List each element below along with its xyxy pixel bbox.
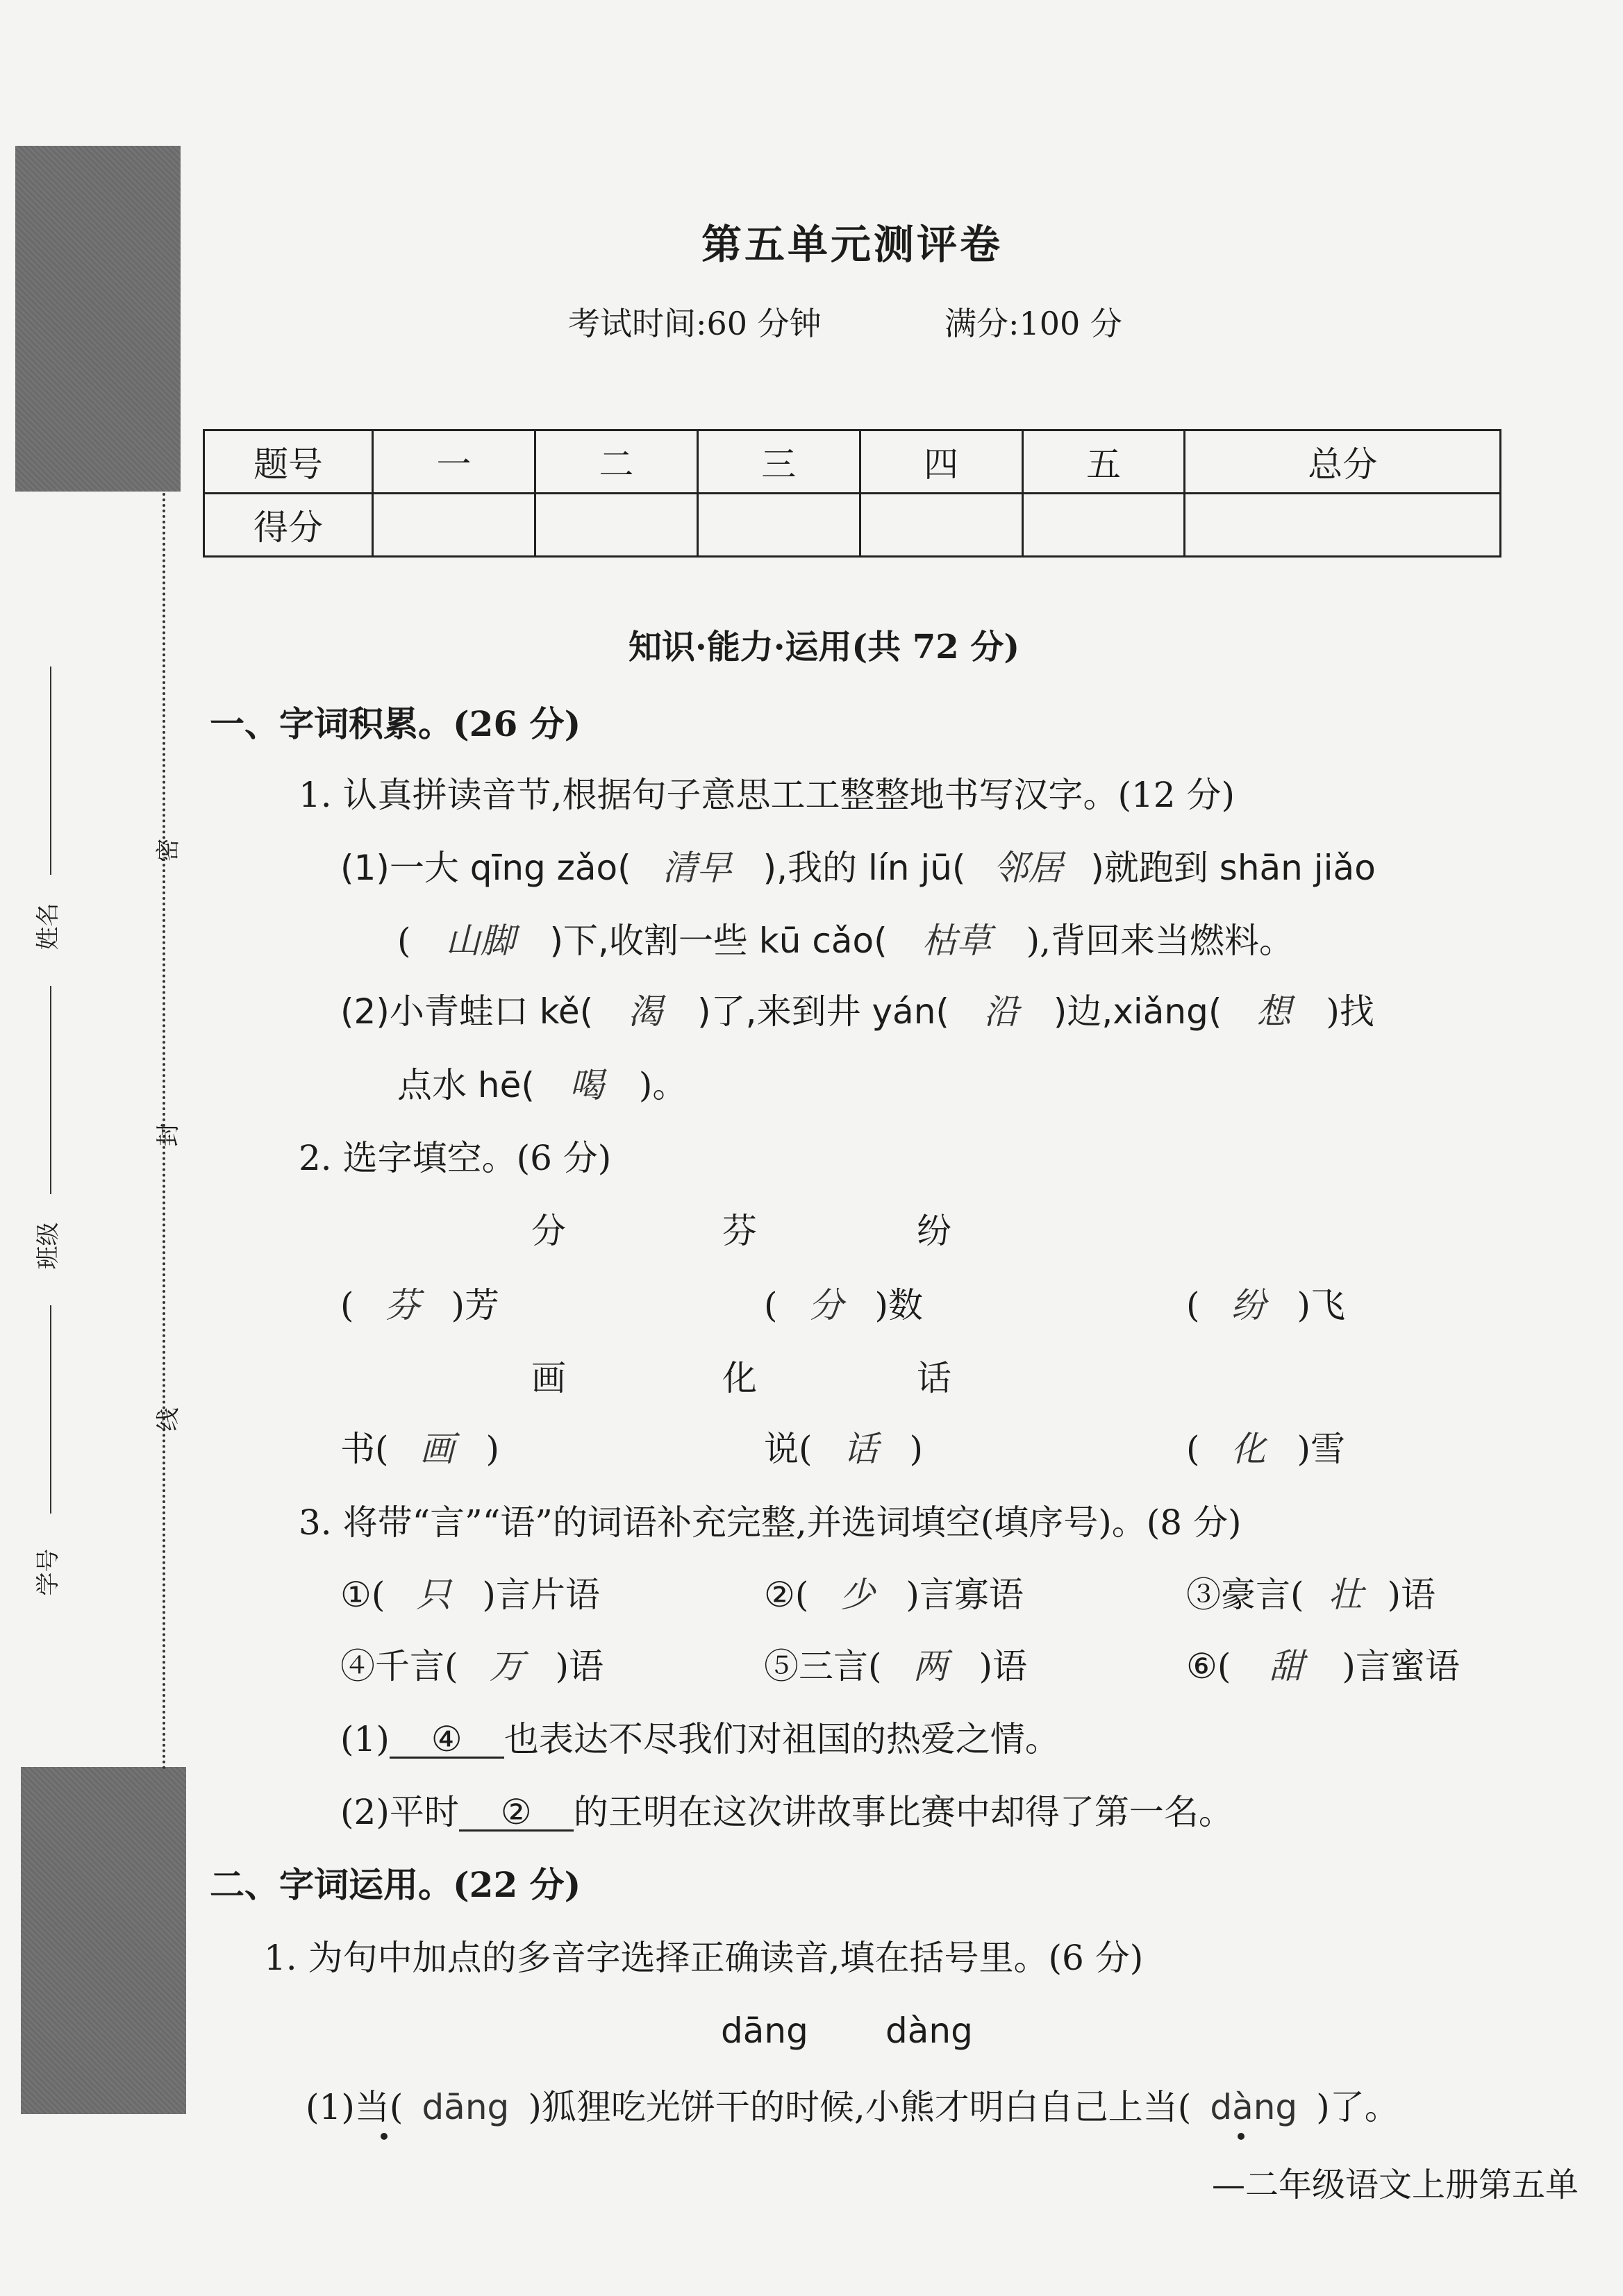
section-1-heading: 一、字词积累。(26 分) xyxy=(210,703,581,744)
text-segment: )雪 xyxy=(1297,1429,1346,1469)
answer-field[interactable]: 想 xyxy=(1256,991,1292,1032)
char-option: 化 xyxy=(722,1358,757,1398)
char-option: 话 xyxy=(917,1358,951,1398)
text-segment: ④千言( xyxy=(340,1646,458,1686)
pinyin-option: dàng xyxy=(885,2011,973,2051)
score-input-cell[interactable] xyxy=(697,494,860,557)
fill-sentence-1 xyxy=(340,1719,1060,1759)
answer-field[interactable]: 只 xyxy=(416,1575,451,1615)
fill-sentence-2 xyxy=(340,1792,1233,1832)
score-table-score-row xyxy=(204,494,1501,557)
id-line xyxy=(50,1305,51,1514)
text-segment: 的王明在这次讲故事比赛中却得了第一名。 xyxy=(573,1792,1233,1832)
answer-field[interactable]: 沿 xyxy=(983,991,1019,1032)
q1-3-prompt: 3. 将带“言”“语”的词语补充完整,并选词填空(填序号)。(8 分) xyxy=(299,1502,1242,1543)
q1-1-line-2 xyxy=(397,921,1294,961)
answer-field[interactable]: 少 xyxy=(840,1575,875,1615)
answer-field[interactable]: 山脚 xyxy=(445,921,515,961)
emphasis-dot xyxy=(1238,2133,1245,2140)
text-segment: )语 xyxy=(555,1646,604,1686)
q1-1-prompt: 1. 认真拼读音节,根据句子意思工工整整地书写汉字。(12 分) xyxy=(299,775,1235,815)
q1-2-item xyxy=(340,1285,500,1325)
text-segment: ①( xyxy=(340,1575,385,1615)
text-segment: )。 xyxy=(638,1065,688,1105)
table-cell: 题号 xyxy=(204,430,373,494)
score-table-header-row xyxy=(204,430,1501,494)
text-segment: ⑤三言( xyxy=(764,1646,882,1686)
q1-1-line-1 xyxy=(340,848,1376,888)
answer-field[interactable]: dàng xyxy=(1210,2087,1298,2127)
score-input-cell[interactable] xyxy=(1022,494,1185,557)
text-segment: )下,收割一些 kū cǎo( xyxy=(549,921,888,961)
char-option: 纷 xyxy=(917,1211,951,1251)
answer-field[interactable]: 画 xyxy=(419,1429,455,1469)
text-segment: ) xyxy=(485,1429,500,1469)
section-2-heading: 二、字词运用。(22 分) xyxy=(210,1864,581,1905)
seal-char-xian: 线 xyxy=(154,1407,183,1432)
text-segment: )数 xyxy=(874,1285,924,1325)
text-segment: ②( xyxy=(764,1575,809,1615)
char-option: 分 xyxy=(531,1211,566,1251)
answer-field[interactable]: 喝 xyxy=(569,1065,604,1105)
idiom-item xyxy=(340,1646,604,1686)
answer-field[interactable]: 纷 xyxy=(1231,1285,1266,1325)
answer-field[interactable]: 甜 xyxy=(1269,1646,1304,1686)
page-footer: —二年级语文上册第五单 xyxy=(1212,2165,1579,2204)
text-segment: )言寡语 xyxy=(906,1575,1024,1615)
score-input-cell[interactable] xyxy=(535,494,697,557)
char-option: 画 xyxy=(531,1358,566,1398)
idiom-item xyxy=(340,1575,600,1615)
answer-field[interactable]: 壮 xyxy=(1328,1575,1363,1615)
idiom-item xyxy=(1186,1646,1460,1686)
seal-char-mi: 密 xyxy=(154,838,183,862)
text-segment: )语 xyxy=(1387,1575,1436,1615)
name-label: 姓名 xyxy=(34,903,63,950)
score-input-cell[interactable] xyxy=(1185,494,1501,557)
answer-field[interactable]: 芬 xyxy=(385,1285,420,1325)
answer-blank[interactable]: ④ xyxy=(390,1722,504,1759)
name-line xyxy=(50,667,51,875)
seal-char-feng: 封 xyxy=(154,1123,183,1147)
text-segment: )狐狸吃光饼干的时候,小熊才明白自己上当( xyxy=(528,2087,1192,2127)
text-segment: ( xyxy=(1186,1285,1200,1325)
q1-2-item xyxy=(1186,1429,1346,1469)
text-segment: )边,xiǎng( xyxy=(1053,991,1222,1032)
text-segment: )了。 xyxy=(1316,2087,1399,2127)
text-segment: ( xyxy=(397,921,411,961)
emphasis-dot xyxy=(381,2133,388,2140)
answer-field[interactable]: dāng xyxy=(422,2087,510,2127)
q1-1-line-3 xyxy=(340,991,1374,1032)
exam-time: 考试时间:60 分钟 xyxy=(568,305,822,342)
answer-field[interactable]: 清早 xyxy=(662,848,732,888)
table-cell: 一 xyxy=(373,430,535,494)
text-segment: (1)一大 qīng zǎo( xyxy=(340,848,631,888)
answer-field[interactable]: 两 xyxy=(913,1646,948,1686)
text-segment: (1) xyxy=(340,1719,390,1759)
part-heading: 知识·能力·运用(共 72 分) xyxy=(629,628,1020,667)
table-cell: 四 xyxy=(860,430,1022,494)
answer-field[interactable]: 分 xyxy=(808,1285,844,1325)
class-line xyxy=(50,986,51,1194)
idiom-item xyxy=(764,1646,1028,1686)
answer-field[interactable]: 枯草 xyxy=(922,921,992,961)
text-segment: )了,来到井 yán( xyxy=(697,991,949,1032)
id-label: 学号 xyxy=(34,1548,63,1596)
text-segment: ( xyxy=(1186,1429,1200,1469)
text-segment: ⑥( xyxy=(1186,1646,1231,1686)
q1-1-line-4 xyxy=(397,1065,688,1105)
text-segment: 书( xyxy=(340,1429,389,1469)
idiom-item xyxy=(764,1575,1024,1615)
text-segment: ( xyxy=(764,1285,778,1325)
q1-2-item xyxy=(1186,1285,1346,1325)
table-cell: 二 xyxy=(535,430,697,494)
text-segment: )芳 xyxy=(451,1285,500,1325)
text-segment: ) xyxy=(909,1429,924,1469)
text-segment: )语 xyxy=(979,1646,1028,1686)
table-cell: 得分 xyxy=(204,494,373,557)
idiom-item xyxy=(1186,1575,1436,1615)
score-input-cell[interactable] xyxy=(860,494,1022,557)
text-segment: 也表达不尽我们对祖国的热爱之情。 xyxy=(503,1719,1060,1759)
score-input-cell[interactable] xyxy=(373,494,535,557)
q2-1-prompt: 1. 为句中加点的多音字选择正确读音,填在括号里。(6 分) xyxy=(264,1938,1144,1978)
text-segment: ③豪言( xyxy=(1186,1575,1304,1615)
text-segment: (2)平时 xyxy=(340,1792,459,1832)
answer-field[interactable]: 话 xyxy=(843,1429,879,1469)
page-title: 第五单元测评卷 xyxy=(701,221,1004,268)
answer-field[interactable]: 邻居 xyxy=(993,848,1063,888)
text-segment: ),我的 lín jū( xyxy=(763,848,966,888)
text-segment: (1)当( xyxy=(306,2087,403,2127)
answer-field[interactable]: 渴 xyxy=(628,991,663,1032)
text-segment: )飞 xyxy=(1297,1285,1346,1325)
table-cell: 三 xyxy=(697,430,860,494)
text-segment: )言片语 xyxy=(482,1575,600,1615)
answer-blank[interactable]: ② xyxy=(459,1795,574,1832)
char-option: 芬 xyxy=(722,1211,757,1251)
q1-2-item xyxy=(340,1429,500,1469)
answer-field[interactable]: 化 xyxy=(1231,1429,1266,1469)
full-score: 满分:100 分 xyxy=(944,305,1122,342)
class-label: 班级 xyxy=(34,1222,63,1270)
text-segment: )就跑到 shān jiǎo xyxy=(1090,848,1376,888)
binding-shade-top xyxy=(15,146,181,492)
q2-1-line-1 xyxy=(306,2087,1399,2127)
text-segment: )言蜜语 xyxy=(1342,1646,1460,1686)
pinyin-option: dāng xyxy=(721,2011,808,2051)
binding-shade-bottom xyxy=(21,1767,186,2114)
table-cell: 总分 xyxy=(1185,430,1501,494)
q1-2-item xyxy=(764,1429,924,1469)
text-segment: )找 xyxy=(1326,991,1374,1032)
score-table xyxy=(203,429,1501,558)
text-segment: ( xyxy=(340,1285,354,1325)
q1-2-prompt: 2. 选字填空。(6 分) xyxy=(299,1138,612,1178)
answer-field[interactable]: 万 xyxy=(489,1646,524,1686)
q1-2-item xyxy=(764,1285,924,1325)
text-segment: 点水 hē( xyxy=(397,1065,535,1105)
text-segment: ),背回来当燃料。 xyxy=(1026,921,1294,961)
text-segment: (2)小青蛙口 kě( xyxy=(340,991,594,1032)
table-cell: 五 xyxy=(1022,430,1185,494)
text-segment: 说( xyxy=(764,1429,813,1469)
